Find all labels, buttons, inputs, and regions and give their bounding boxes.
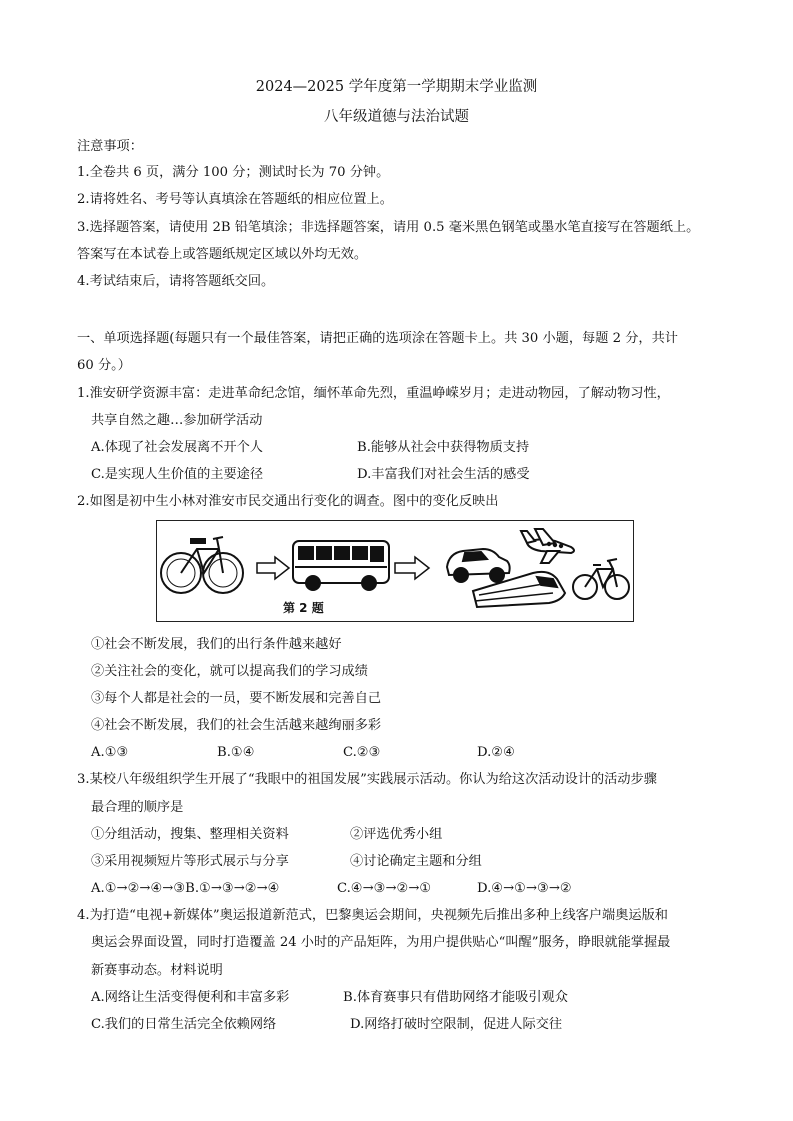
q2-statement-2: ②关注社会的变化，就可以提高我们的学习成绩 [91, 664, 368, 679]
q4-stem-cont: 奥运会界面设置，同时打造覆盖 24 小时的产品矩阵，为用户提供贴心“叫醒”服务，睁眼就能掌握最 [91, 935, 671, 950]
exam-subtitle: 八年级道德与法治试题 [324, 109, 469, 125]
note-item: 答案写在本试卷上或答题纸规定区域以外均无效。 [77, 247, 368, 262]
q2-statement-4: ④社会不断发展，我们的社会生活越来越绚丽多彩 [91, 718, 382, 733]
airplane-icon [521, 529, 574, 563]
q2-option-c: C.②③ [343, 745, 381, 760]
arrow-right-icon [257, 557, 289, 579]
section-heading-cont: 60 分。） [77, 358, 131, 373]
note-item: 4.考试结束后，请将答题纸交回。 [77, 274, 275, 289]
q4-option-d: D.网络打破时空限制，促进人际交往 [350, 1017, 563, 1032]
q2-transport-figure [156, 520, 634, 622]
q2-option-b: B.①④ [217, 745, 255, 760]
note-item: 2.请将姓名、考号等认真填涂在答题纸的相应位置上。 [77, 192, 393, 207]
q2-statement-3: ③每个人都是社会的一员，要不断发展和完善自己 [91, 691, 382, 706]
q4-option-c: C.我们的日常生活完全依赖网络 [91, 1017, 277, 1032]
q4-stem-cont: 新赛事动态。材料说明 [91, 963, 223, 978]
notes-heading: 注意事项： [77, 139, 143, 154]
q3-option-c: C.④→③→②→① [337, 881, 432, 896]
q3-statement-2: ②评选优秀小组 [350, 827, 443, 842]
train-icon [473, 572, 565, 607]
q1-option-d: D.丰富我们对社会生活的感受 [357, 467, 530, 482]
q1-stem-cont: 共享自然之趣…参加研学活动 [91, 413, 263, 428]
note-item: 3.选择题答案，请使用 2B 铅笔填涂；非选择题答案，请用 0.5 毫米黑色钢笔或墨水笔直接写在答题纸上。 [77, 220, 700, 235]
bus-icon [293, 541, 389, 590]
q2-option-a: A.①③ [91, 745, 129, 760]
figure-caption: 第 2 题 [283, 601, 324, 615]
q2-option-d: D.②④ [477, 745, 515, 760]
q3-stem: 3.某校八年级组织学生开展了“我眼中的祖国发展”实践展示活动。你认为给这次活动设计的活动步骤 [77, 772, 657, 787]
q3-statement-3: ③采用视频短片等形式展示与分享 [91, 854, 289, 869]
q3-option-d: D.④→①→③→② [477, 881, 572, 896]
q2-stem: 2.如图是初中生小林对淮安市民交通出行变化的调查。图中的变化反映出 [77, 494, 499, 509]
q3-statement-1: ①分组活动，搜集、整理相关资料 [91, 827, 289, 842]
bicycle-icon [573, 559, 629, 599]
q1-option-b: B.能够从社会中获得物质支持 [357, 440, 530, 455]
bicycle-icon [161, 537, 243, 593]
note-item: 1.全卷共 6 页，满分 100 分；测试时长为 70 分钟。 [77, 165, 390, 180]
q4-option-b: B.体育赛事只有借助网络才能吸引观众 [343, 990, 568, 1005]
section-heading: 一、单项选择题(每题只有一个最佳答案，请把正确的选项涂在答题卡上。共 30 小题，每题 2 分，共计 [77, 331, 678, 346]
exam-title: 2024—2025 学年度第一学期期末学业监测 [255, 79, 538, 95]
q3-statement-4: ④讨论确定主题和分组 [350, 854, 482, 869]
q4-option-a: A.网络让生活变得便利和丰富多彩 [91, 990, 290, 1005]
q4-stem: 4.为打造“电视+新媒体”奥运报道新范式，巴黎奥运会期间，央视频先后推出多种上线客户端奥运版和 [77, 908, 668, 923]
q1-option-c: C.是实现人生价值的主要途径 [91, 467, 264, 482]
q3-option-ab: A.①→②→④→③B.①→③→②→④ [91, 881, 280, 896]
q2-statement-1: ①社会不断发展，我们的出行条件越来越好 [91, 637, 342, 652]
car-icon [447, 549, 510, 582]
q1-stem: 1.淮安研学资源丰富：走进革命纪念馆，缅怀革命先烈，重温峥嵘岁月；走进动物园，了解动物习性， [77, 386, 670, 401]
q3-stem-cont: 最合理的顺序是 [91, 800, 184, 815]
q1-option-a: A.体现了社会发展离不开个人 [91, 440, 263, 455]
arrow-right-icon [395, 557, 429, 579]
